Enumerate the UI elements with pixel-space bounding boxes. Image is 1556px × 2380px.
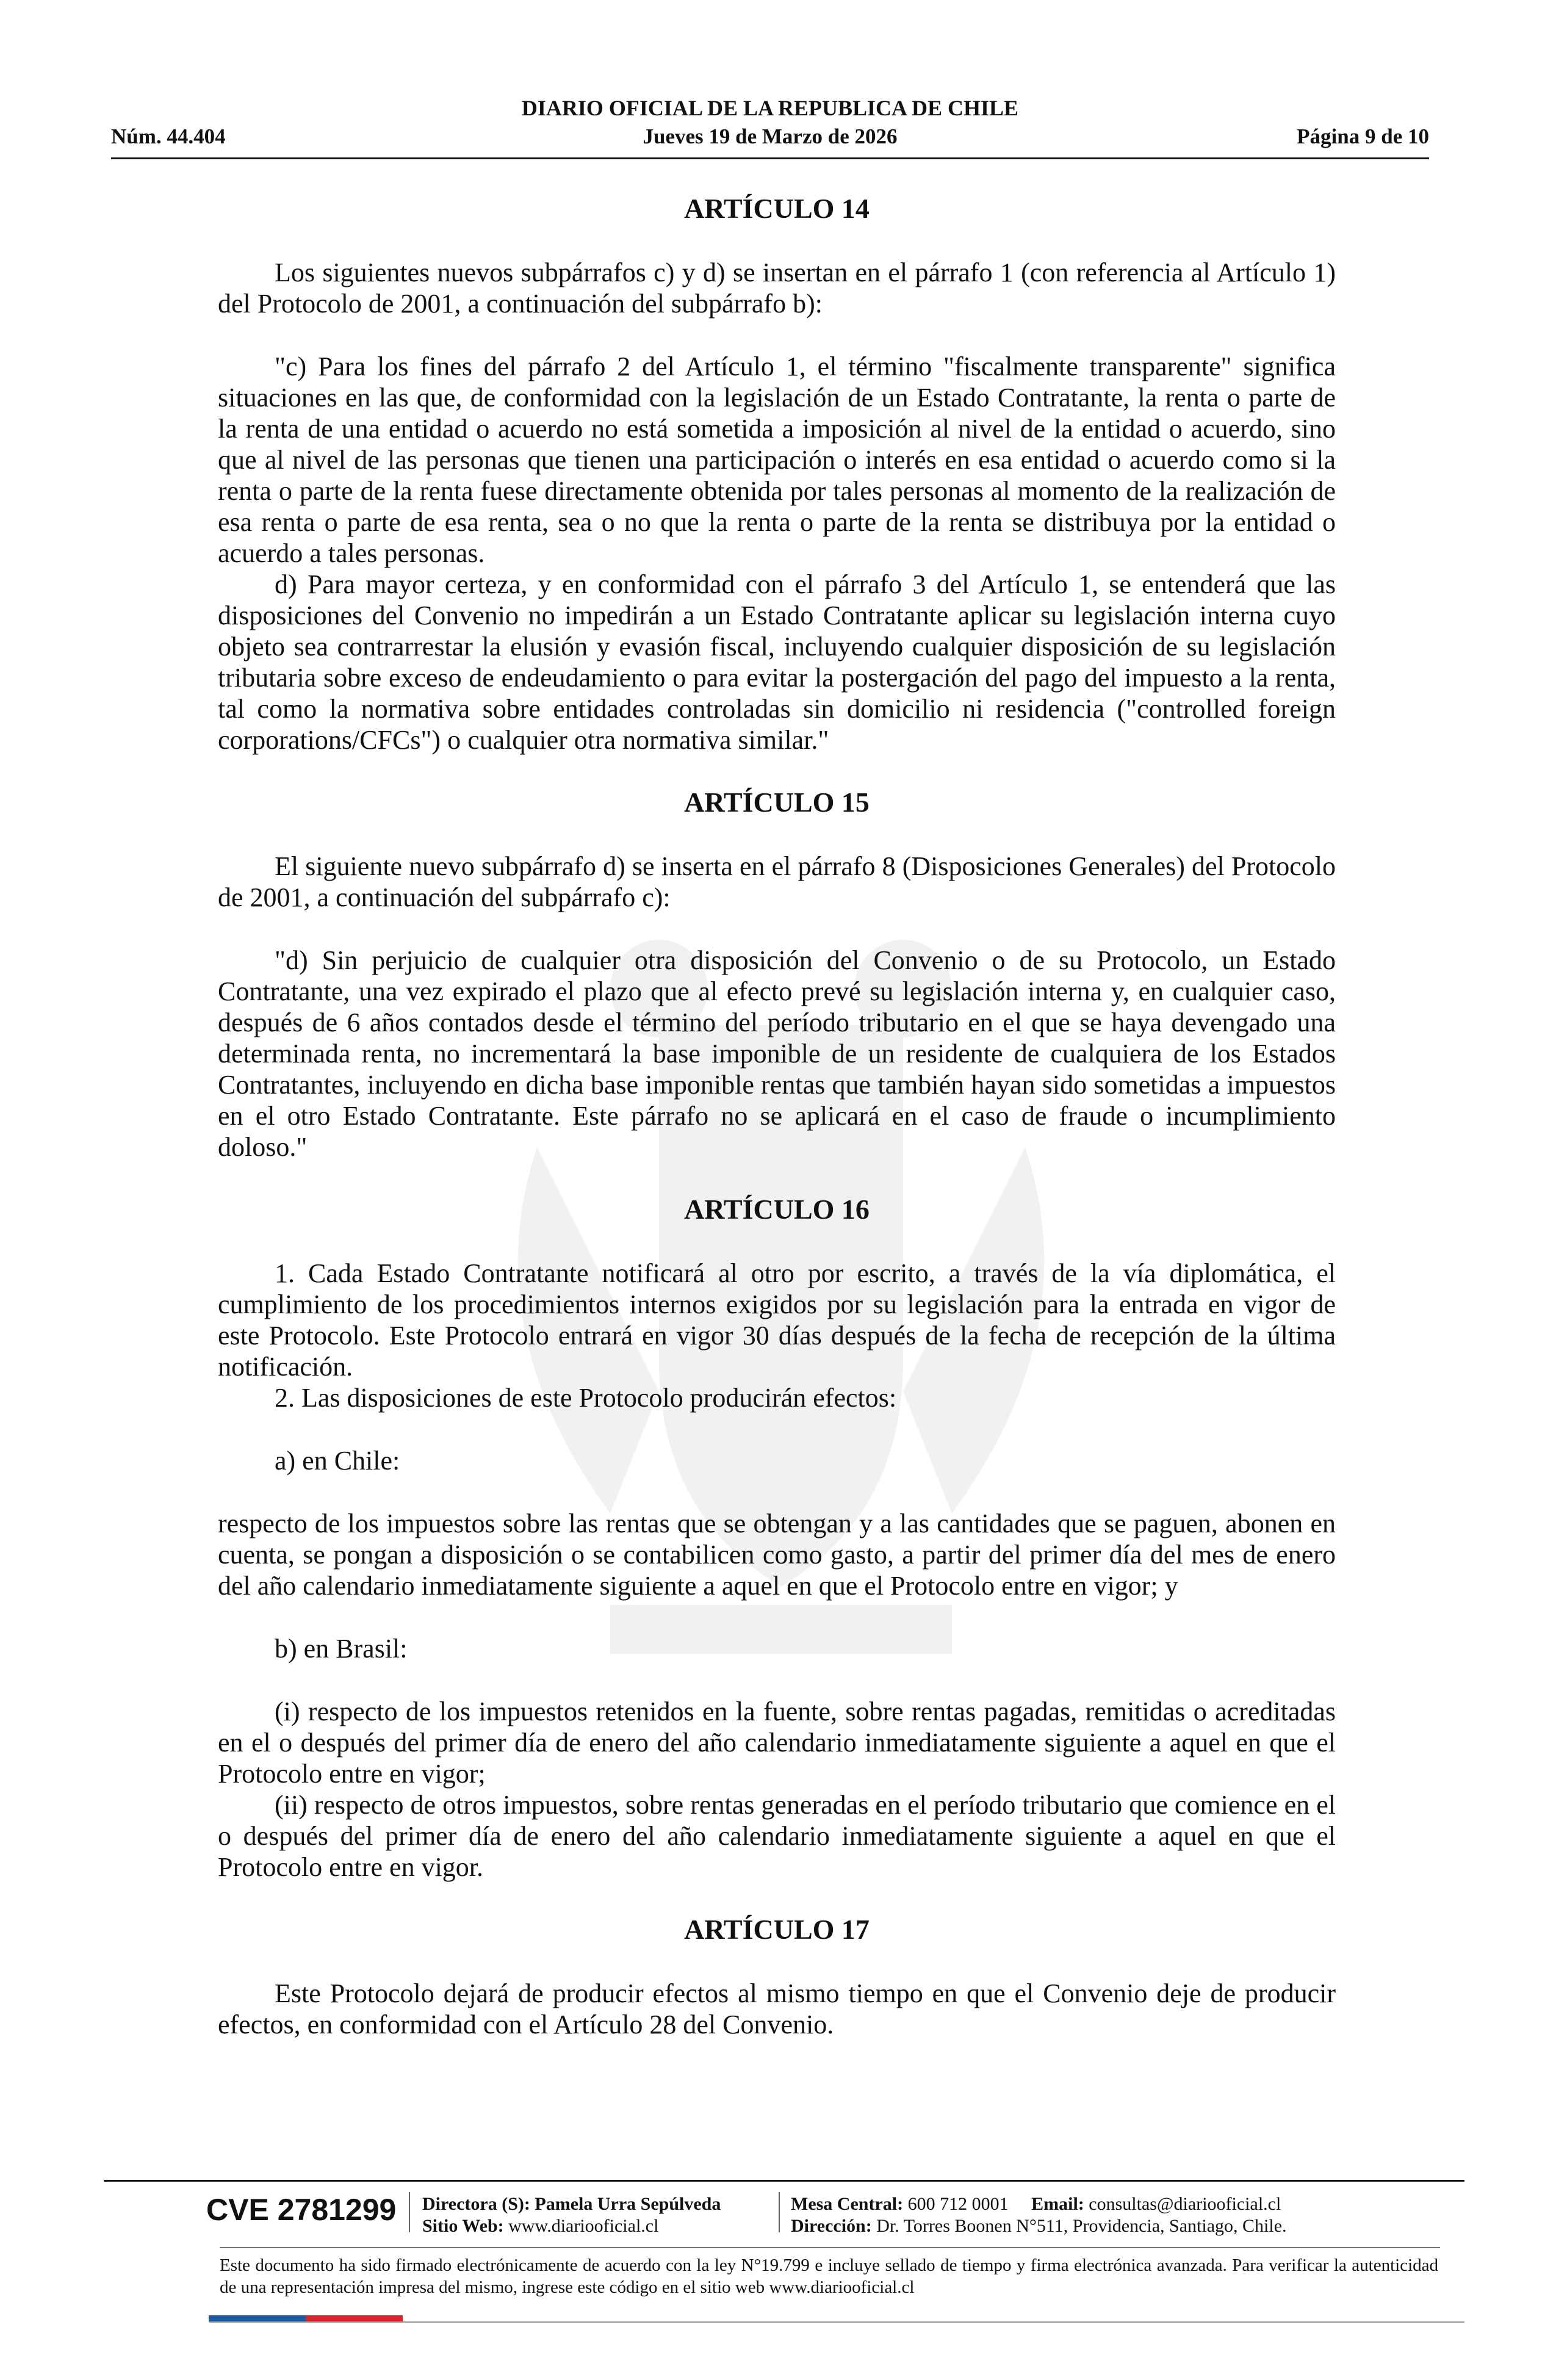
article-16-chile-label: a) en Chile: bbox=[275, 1446, 400, 1476]
article-14-title: ARTÍCULO 14 bbox=[684, 193, 870, 224]
gazette-title: DIARIO OFICIAL DE LA REPUBLICA DE CHILE bbox=[521, 96, 1019, 120]
phone-value: 600 712 0001 bbox=[907, 2194, 1009, 2214]
issue-number: Núm. 44.404 bbox=[111, 124, 226, 148]
header-divider bbox=[111, 157, 1429, 159]
article-15-paragraph-d: "d) Sin perjuicio de cualquier otra disposición del Convenio o de su Protocolo, un Estado Contratante, una vez expirado el plazo que al efecto prevé su legislación interna y, en cualquier caso, después de 6 años contados desde el término del período tributario en el que se haya devengado una determinada renta, no incrementará la base imponible de un residente de cualquiera de los Estados Contratantes, incluyendo en dicha base imponible rentas que también hayan sido sometidas a impuestos en el otro Estado Contratante. Este párrafo no se aplicará en el caso de fraude o incumplimiento doloso." bbox=[218, 945, 1336, 1162]
director-name: Pamela Urra Sepúlveda bbox=[535, 2194, 721, 2214]
article-17-text: Este Protocolo dejará de producir efectos al mismo tiempo en que el Convenio deje de producir efectos, en conformidad con el Artículo 28 del Convenio. bbox=[218, 1978, 1336, 2039]
director-label: Directora (S): bbox=[422, 2194, 530, 2214]
article-14-paragraph-c: "c) Para los fines del párrafo 2 del Artículo 1, el término "fiscalmente transparente" significa situaciones en las que, de conformidad con la legislación de un Estado Contratante, la renta o parte de la renta de una entidad o acuerdo no está sometida a imposición al nivel de la entidad o acuerdo, sino que al nivel de las personas que tienen una participación o interés en esa entidad o acuerdo como si la renta o parte de la renta fuese directamente obtenida por tales personas al momento de la realización de esa renta o parte de esa renta, sea o no que la renta o parte de la renta se distribuya por la entidad o acuerdo a tales personas. bbox=[218, 352, 1336, 568]
page-indicator: Página 9 de 10 bbox=[1297, 124, 1429, 148]
flag-color-bar bbox=[209, 2315, 403, 2321]
article-16-chile-text: respecto de los impuestos sobre las rentas que se obtengan y a las cantidades que se paguen, abonen en cuenta, se pongan a disposición o se contabilicen como gasto, a partir del primer día del mes de enero del año calendario inmediatamente siguiente a aquel en que el Protocolo entre en vigor; y bbox=[218, 1509, 1336, 1601]
issue-date: Jueves 19 de Marzo de 2026 bbox=[643, 124, 898, 148]
page-header bbox=[111, 93, 1429, 160]
article-16-title: ARTÍCULO 16 bbox=[684, 1194, 870, 1225]
article-16-brasil-ii: (ii) respecto de otros impuestos, sobre rentas generadas en el período tributario que comience en el o después del primer día de enero del año calendario inmediatamente siguiente a aquel en que el Protocolo entre en vigor. bbox=[218, 1790, 1336, 1882]
document-body bbox=[218, 192, 1336, 2040]
page-footer bbox=[104, 2180, 1464, 2332]
site-link[interactable]: www.diariooficial.cl bbox=[508, 2216, 659, 2236]
article-16-brasil-i: (i) respecto de los impuestos retenidos en la fuente, sobre rentas pagadas, remitidas o acreditadas en el o después del primer día de enero del año calendario inmediatamente siguiente a aquel en que el Protocolo entre en vigor; bbox=[218, 1697, 1336, 1789]
article-16-paragraph-2: 2. Las disposiciones de este Protocolo producirán efectos: bbox=[275, 1383, 897, 1413]
footer-directory-info bbox=[422, 2193, 721, 2237]
site-label: Sitio Web: bbox=[422, 2216, 504, 2236]
cve-code: CVE 2781299 bbox=[206, 2193, 397, 2227]
address-value: Dr. Torres Boonen N°511, Providencia, Santiago, Chile. bbox=[876, 2216, 1287, 2236]
footer-divider bbox=[104, 2180, 1464, 2182]
article-16-brasil-label: b) en Brasil: bbox=[275, 1634, 408, 1664]
legal-notice: Este documento ha sido firmado electrónicamente de acuerdo con la ley N°19.799 e incluye sellado de tiempo y firma electrónica avanzada. Para verificar la autenticidad de una representación impresa del mismo, ingrese este código en el sitio web www.diariooficial.cl bbox=[220, 2256, 1438, 2297]
article-15-title: ARTÍCULO 15 bbox=[684, 787, 870, 818]
article-17-title: ARTÍCULO 17 bbox=[684, 1914, 870, 1945]
email-link[interactable]: consultas@diariooficial.cl bbox=[1089, 2194, 1281, 2214]
article-14-intro: Los siguientes nuevos subpárrafos c) y d) se insertan en el párrafo 1 (con referencia al Artículo 1) del Protocolo de 2001, a continuación del subpárrafo b): bbox=[218, 258, 1336, 319]
article-14-paragraph-d: d) Para mayor certeza, y en conformidad con el párrafo 3 del Artículo 1, se entenderá que las disposiciones del Convenio no impedirán a un Estado Contratante aplicar su legislación interna cuyo objeto sea contrarrestar la elusión y evasión fiscal, incluyendo cualquier disposición de su legislación tributaria sobre exceso de endeudamiento o para evitar la postergación del pago del impuesto a la renta, tal como la normativa sobre entidades controladas sin domicilio ni residencia ("controlled foreign corporations/CFCs") o cualquier otra normativa similar." bbox=[218, 569, 1336, 755]
footer-contact-info bbox=[791, 2193, 1287, 2237]
phone-label: Mesa Central: bbox=[791, 2194, 904, 2214]
address-label: Dirección: bbox=[791, 2216, 872, 2236]
email-label: Email: bbox=[1031, 2194, 1084, 2214]
article-16-paragraph-1: 1. Cada Estado Contratante notificará al otro por escrito, a través de la vía diplomática, el cumplimiento de los procedimientos internos exigidos por su legislación para la entrada en vigor de este Protocolo. Este Protocolo entrará en vigor 30 días después de la fecha de recepción de la última notificación. bbox=[218, 1258, 1336, 1382]
article-15-intro: El siguiente nuevo subpárrafo d) se inserta en el párrafo 8 (Disposiciones Generales) del Protocolo de 2001, a continuación del subpárrafo c): bbox=[218, 851, 1336, 912]
